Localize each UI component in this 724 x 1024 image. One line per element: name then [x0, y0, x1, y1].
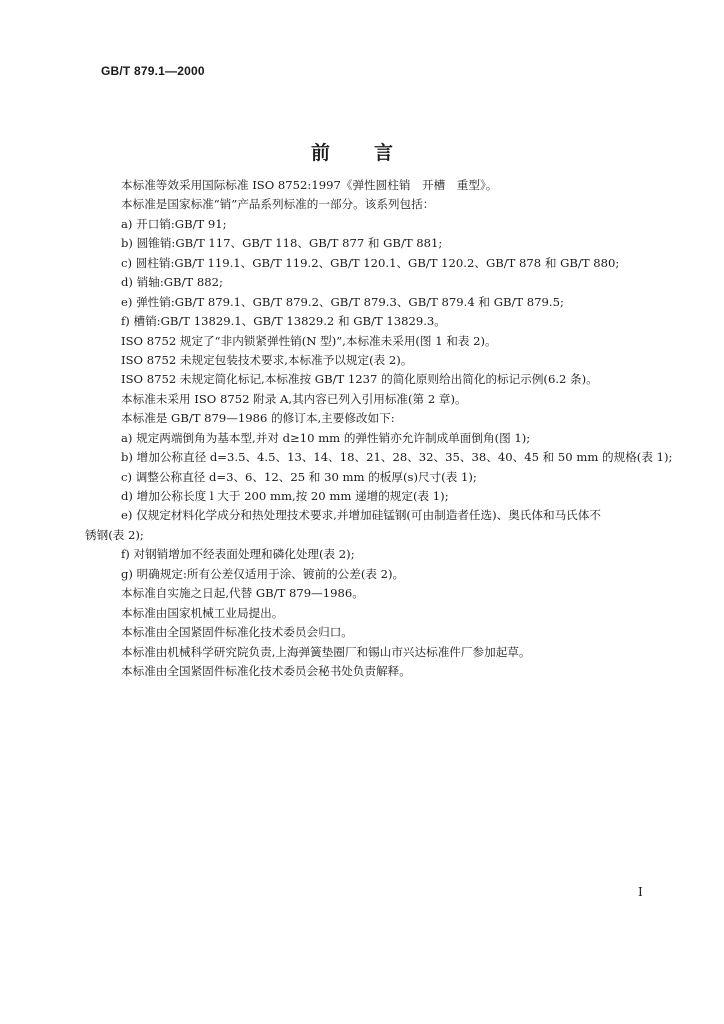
paragraph-line: 本标准是 GB/T 879—1986 的修订本,主要修改如下: — [121, 411, 395, 426]
paragraph-line: c) 圆柱销:GB/T 119.1、GB/T 119.2、GB/T 120.1、GB/T 120.2、GB/T 878 和 GB/T 880; — [121, 255, 620, 270]
page-number: I — [638, 885, 643, 899]
paragraph-line: g) 明确规定:所有公差仅适用于涂、镀前的公差(表 2)。 — [121, 566, 405, 581]
paragraph-line: 本标准等效采用国际标准 ISO 8752:1997《弹性圆柱销 开槽 重型》。 — [121, 178, 498, 192]
paragraph-line: 本标准自实施之日起,代替 GB/T 879—1986。 — [121, 586, 364, 601]
paragraph-line: b) 增加公称直径 d=3.5、4.5、13、14、18、21、28、32、35、38、40、45 和 50 mm 的规格(表 1); — [121, 450, 673, 465]
paragraph-line: e) 仅规定材料化学成分和热处理技术要求,并增加硅锰钢(可由制造者任选)、奥氏体和马氏体不 — [121, 508, 601, 523]
paragraph-line: ISO 8752 规定了“非内锁紧弹性销(N 型)”,本标准未采用(图 1 和表 2)。 — [121, 333, 497, 348]
paragraph-line: 本标准未采用 ISO 8752 附录 A,其内容已列入引用标准(第 2 章)。 — [121, 391, 467, 406]
paragraph-line: 本标准是国家标准“销”产品系列标准的一部分。该系列包括： — [121, 197, 435, 212]
paragraph-line: f) 槽销:GB/T 13829.1、GB/T 13829.2 和 GB/T 13829.3。 — [121, 314, 446, 329]
page-title: 前言 — [310, 142, 437, 164]
paragraph-line: 锈钢(表 2); — [85, 527, 144, 542]
paragraph-line: 本标准由全国紧固件标准化技术委员会归口。 — [121, 625, 353, 640]
paragraph-line: 本标准由全国紧固件标准化技术委员会秘书处负责解释。 — [121, 663, 411, 678]
paragraph-line: a) 开口销:GB/T 91; — [121, 216, 227, 231]
paragraph-line: d) 销轴:GB/T 882; — [121, 275, 223, 290]
paragraph-line: b) 圆锥销:GB/T 117、GB/T 118、GB/T 877 和 GB/T 881; — [121, 236, 443, 251]
paragraph-line: c) 调整公称直径 d=3、6、12、25 和 30 mm 的板厚(s)尺寸(表 1); — [121, 469, 477, 484]
paragraph-line: e) 弹性销:GB/T 879.1、GB/T 879.2、GB/T 879.3、GB/T 879.4 和 GB/T 879.5; — [121, 294, 564, 309]
paragraph-line: f) 对钢销增加不经表面处理和磷化处理(表 2); — [121, 547, 355, 562]
paragraph-line: 本标准由国家机械工业局提出。 — [121, 605, 284, 620]
document-body — [85, 176, 673, 681]
paragraph-line: a) 规定两端倒角为基本型,并对 d≥10 mm 的弹性销亦允许制成单面倒角(图 1); — [121, 430, 531, 445]
paragraph-line: 本标准由机械科学研究院负责,上海弹簧垫圈厂和锡山市兴达标准件厂参加起草。 — [121, 644, 531, 659]
paragraph-line: d) 增加公称长度 l 大于 200 mm,按 20 mm 递增的规定(表 1); — [121, 489, 449, 503]
document-header: GB/T 879.1—2000 — [101, 64, 205, 78]
paragraph-line: ISO 8752 未规定简化标记,本标准按 GB/T 1237 的简化原则给出简化的标记示例(6.2 条)。 — [121, 372, 598, 387]
paragraph-line: ISO 8752 未规定包装技术要求,本标准予以规定(表 2)。 — [121, 352, 413, 367]
